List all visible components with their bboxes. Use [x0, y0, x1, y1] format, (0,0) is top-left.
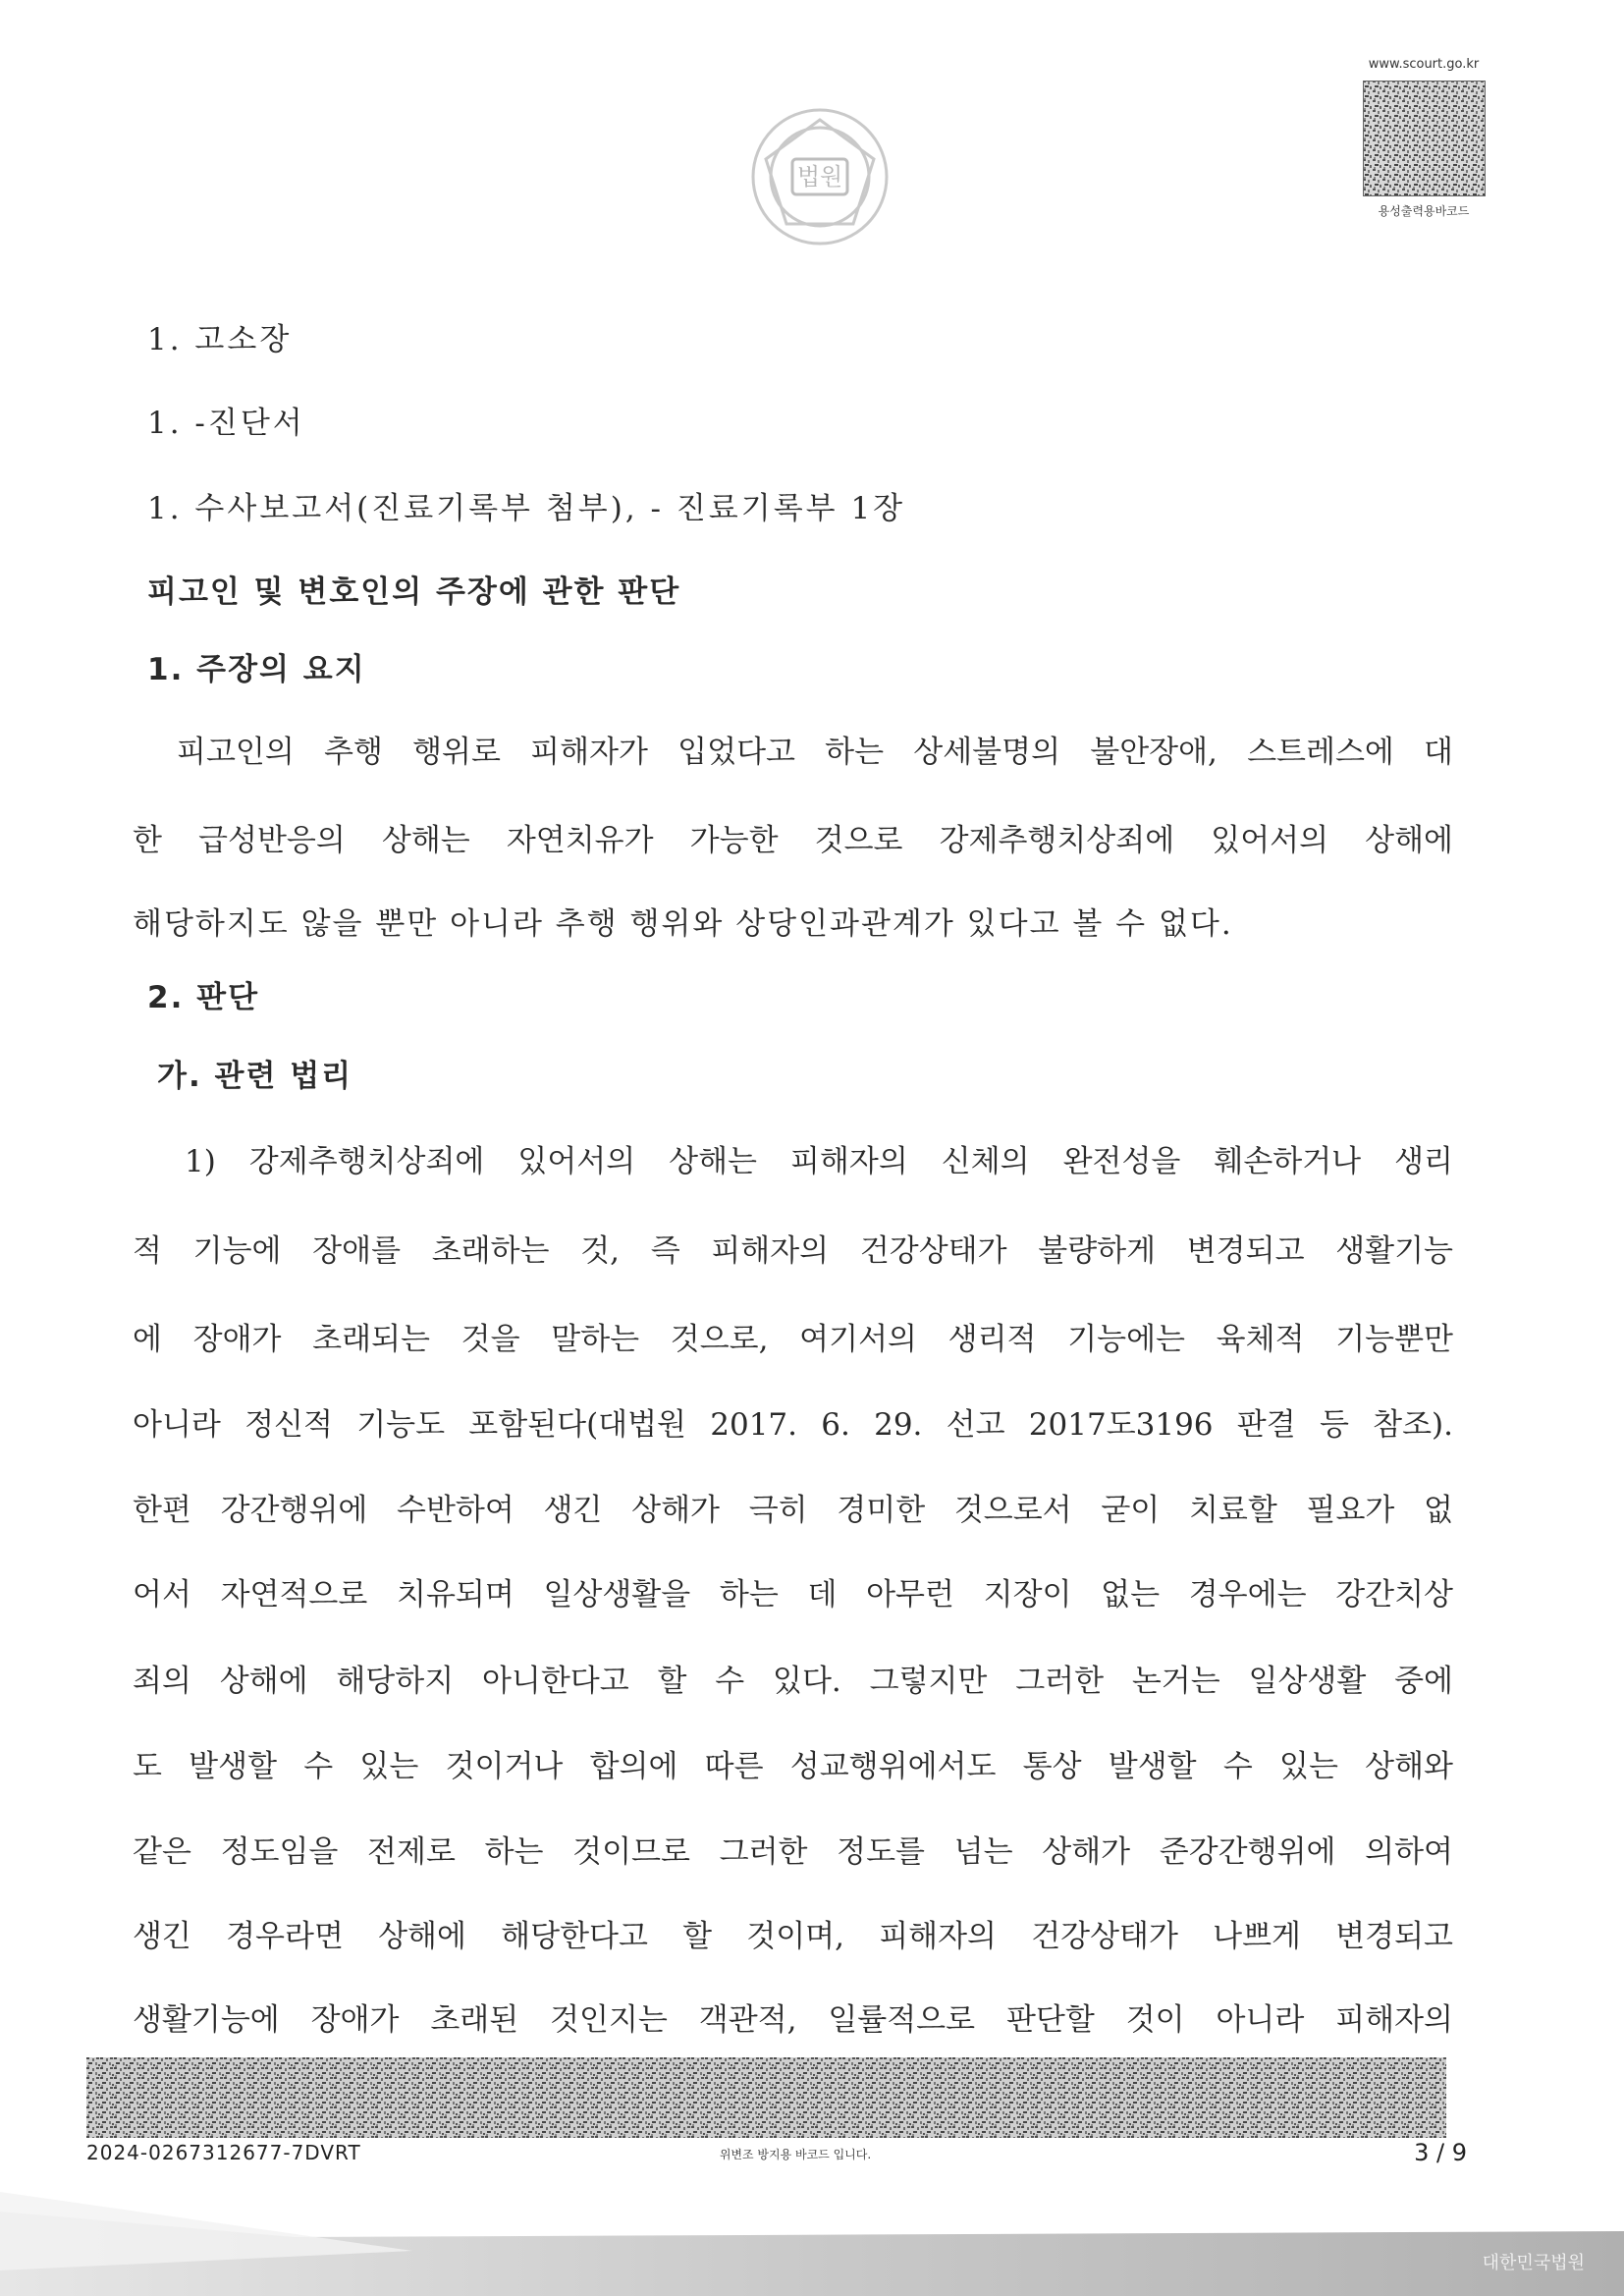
judgment-line: 어서 자연적으로 치유되며 일상생활을 하는 데 아무런 지장이 없는 경우에는 강간치상 — [133, 1577, 1453, 1613]
judgment-line: 1) 강제추행치상죄에 있어서의 상해는 피해자의 신체의 완전성을 훼손하거나 생리 — [185, 1144, 1453, 1179]
evidence-item: 1. 고소장 — [147, 322, 293, 357]
judgment-line: 죄의 상해에 해당하지 아니한다고 할 수 있다. 그렇지만 그러한 논거는 일상생활 중에 — [133, 1664, 1453, 1699]
top-2d-barcode — [1363, 81, 1486, 196]
claim-line: 피고인의 추행 행위로 피해자가 입었다고 하는 상세불명의 불안장애, 스트레스에 대 — [177, 735, 1453, 770]
judgment-line: 도 발생할 수 있는 것이거나 합의에 따른 성교행위에서도 통상 발생할 수 있는 상해와 — [133, 1749, 1453, 1784]
claim-heading: 1. 주장의 요지 — [147, 652, 366, 687]
judgment-line: 에 장애가 초래되는 것을 말하는 것으로, 여기서의 생리적 기능에는 육체적 기능뿐만 — [133, 1322, 1453, 1357]
judgment-line: 생긴 경우라면 상해에 해당한다고 할 것이며, 피해자의 건강상태가 나쁘게 변경되고 — [133, 1919, 1453, 1954]
document-id: 2024-0267312677-7DVRT — [86, 2141, 361, 2164]
evidence-item: 1. 수사보고서(진료기록부 첨부), - 진료기록부 1장 — [147, 491, 906, 526]
judgment-line: 생활기능에 장애가 초래된 것인지는 객관적, 일률적으로 판단할 것이 아니라 피해자의 — [133, 2002, 1453, 2038]
section-heading: 피고인 및 변호인의 주장에 관한 판단 — [147, 574, 681, 610]
forgery-note: 위변조 방지용 바코드 입니다. — [719, 2148, 872, 2161]
judgment-line: 적 기능에 장애를 초래하는 것, 즉 피해자의 건강상태가 불량하게 변경되고 생활기능 — [133, 1233, 1453, 1269]
footer-band — [0, 2192, 1624, 2296]
judgment-heading: 2. 판단 — [147, 980, 260, 1015]
site-url: www.scourt.go.kr — [1368, 57, 1480, 72]
evidence-item: 1. -진단서 — [147, 406, 305, 441]
anti-forgery-barcode — [86, 2057, 1446, 2138]
court-name: 대한민국법원 — [1482, 2253, 1585, 2273]
judgment-line: 같은 정도임을 전제로 하는 것이므로 그러한 정도를 넘는 상해가 준강간행위에 의하여 — [133, 1834, 1453, 1870]
judgment-line: 아니라 정신적 기능도 포함된다(대법원 2017. 6. 29. 선고 2017도3196 판결 등 참조). — [133, 1407, 1453, 1443]
seal-text: 법원 — [796, 163, 843, 191]
court-seal-logo — [741, 98, 898, 255]
claim-line: 한 급성반응의 상해는 자연치유가 가능한 것으로 강제추행치상죄에 있어서의 상해에 — [133, 823, 1453, 858]
page-number: 3 / 9 — [1414, 2139, 1467, 2166]
barcode-caption: 용성출력용바코드 — [1378, 204, 1470, 218]
judgment-line: 한편 강간행위에 수반하여 생긴 상해가 극히 경미한 것으로서 굳이 치료할 필요가 없 — [133, 1493, 1453, 1528]
judgment-subheading: 가. 관련 법리 — [157, 1059, 353, 1094]
claim-line: 해당하지도 않을 뿐만 아니라 추행 행위와 상당인과관계가 있다고 볼 수 없다. — [133, 906, 1233, 942]
